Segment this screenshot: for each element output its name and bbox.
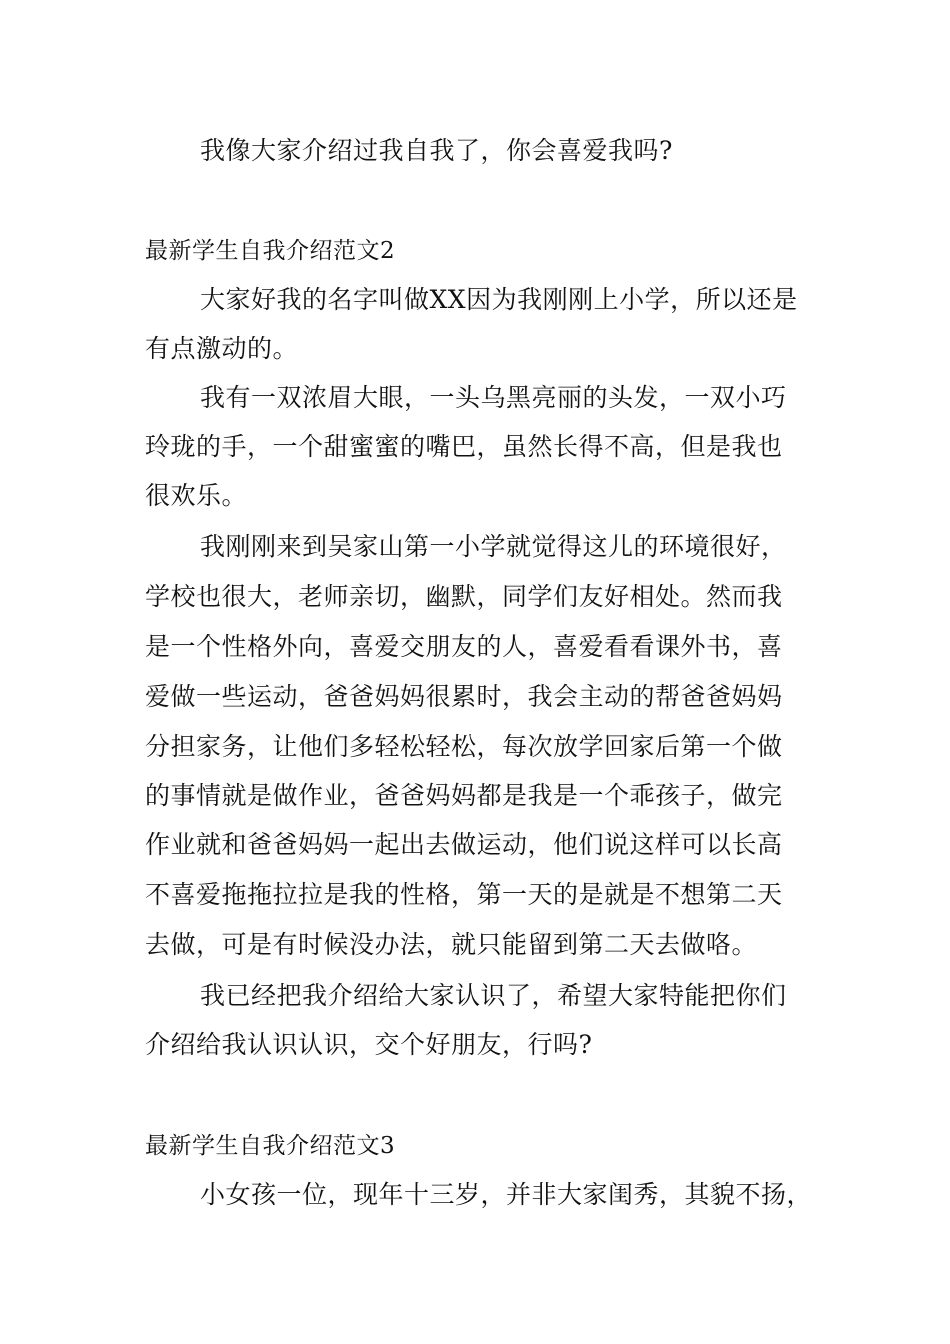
section2-line-15: 我已经把我介绍给大家认识了，希望大家特能把你们 (200, 981, 787, 1010)
section2-line-2: 有点激动的。 (145, 334, 299, 363)
section2-line-3: 我有一双浓眉大眼，一头乌黑亮丽的头发，一双小巧 (200, 383, 787, 412)
section2-line-10: 分担家务，让他们多轻松轻松，每次放学回家后第一个做 (145, 732, 783, 761)
section2-line-13: 不喜爱拖拖拉拉是我的性格，第一天的是就是不想第二天 (145, 880, 783, 909)
section2-heading: 最新学生自我介绍范文2 (145, 238, 396, 264)
section2-line-14: 去做，可是有时候没办法，就只能留到第二天去做咯。 (145, 930, 758, 959)
section2-line-1: 大家好我的名字叫做XX因为我刚刚上小学，所以还是 (200, 285, 798, 314)
section3-heading: 最新学生自我介绍范文3 (145, 1133, 396, 1159)
section2-line-9: 爱做一些运动，爸爸妈妈很累时，我会主动的帮爸爸妈妈 (145, 682, 783, 711)
section2-line-4: 玲珑的手，一个甜蜜蜜的嘴巴，虽然长得不高，但是我也 (145, 432, 783, 461)
section2-line-6: 我刚刚来到吴家山第一小学就觉得这儿的环境很好， (200, 532, 787, 561)
section2-line-11: 的事情就是做作业，爸爸妈妈都是我是一个乖孩子，做完 (145, 781, 783, 810)
section2-line-12: 作业就和爸爸妈妈一起出去做运动，他们说这样可以长高 (145, 830, 783, 859)
section2-line-7: 学校也很大，老师亲切，幽默，同学们友好相处。然而我 (145, 582, 783, 611)
intro-closing-line: 我像大家介绍过我自我了，你会喜爱我吗? (200, 136, 673, 165)
section2-line-16: 介绍给我认识认识，交个好朋友，行吗? (145, 1030, 593, 1059)
section2-line-8: 是一个性格外向，喜爱交朋友的人，喜爱看看课外书，喜 (145, 632, 783, 661)
section2-line-5: 很欢乐。 (145, 481, 248, 510)
section3-line-1: 小女孩一位，现年十三岁，并非大家闺秀，其貌不扬， (200, 1180, 813, 1209)
